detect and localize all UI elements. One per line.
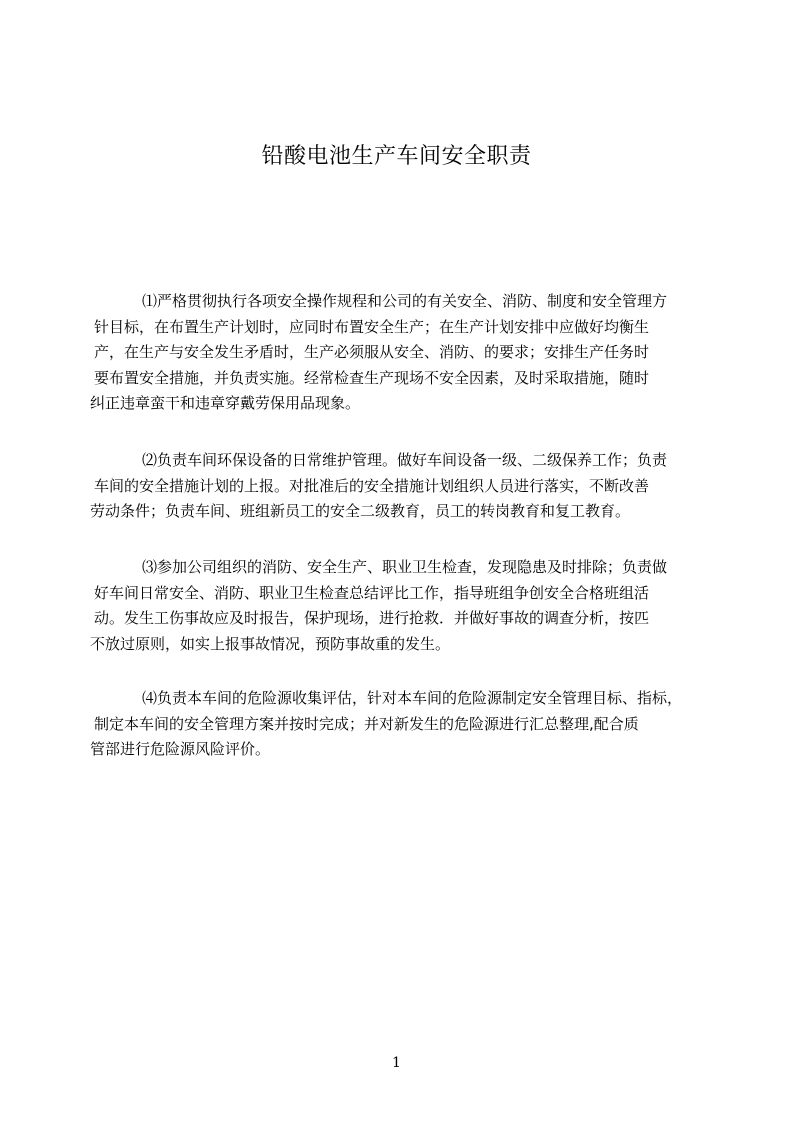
paragraph-line: ⑶参加公司组织的消防、安全生产、职业卫生检查，发现隐患及时排除；负责做 — [142, 558, 668, 576]
paragraph-line: 劳动条件；负责车间、班组新员工的安全二级教育，员工的转岗教育和复工教育。 — [90, 502, 631, 520]
paragraph-line: 产，在生产与安全发生矛盾时，生产必须服从安全、消防、的要求；安排生产任务时 — [94, 343, 650, 361]
paragraph-line: 好车间日常安全、消防、职业卫生检查总结评比工作，指导班组争创安全合格班组活 — [94, 583, 650, 602]
paragraph-line: ⑴严格贯彻执行各项安全操作规程和公司的有关安全、消防、制度和安全管理方 — [142, 292, 668, 310]
paragraph-line: 纠正违章蛮干和违章穿戴劳保用品现象。 — [90, 394, 361, 412]
page-number: 1 — [392, 1055, 401, 1071]
paragraph-3 — [90, 555, 712, 657]
paragraph-2 — [90, 448, 712, 525]
paragraph-line: 针目标，在布置生产计划时，应同时布置安全生产；在生产计划安排中应做好均衡生 — [94, 317, 650, 336]
paragraph-line: 制定本车间的安全管理方案并按时完成；并对新发生的危险源进行汇总整理,配合质 — [94, 714, 639, 733]
paragraph-line: 要布置安全措施，并负责实施。经常检查生产现场不安全因素，及时采取措施，随时 — [94, 368, 650, 387]
paragraph-4 — [90, 686, 712, 763]
paragraph-line: 车间的安全措施计划的上报。对批准后的安全措施计划组织人员进行落实，不断改善 — [94, 476, 650, 495]
paragraph-line: 动。发生工伤事故应及时报告，保护现场，进行抢救．并做好事故的调查分析，按匹 — [94, 609, 650, 627]
paragraph-1 — [90, 289, 712, 417]
document-title: 铅酸电池生产车间安全职责 — [261, 144, 532, 169]
paragraph-line: 不放过原则，如实上报事故情况，预防事故重的发生。 — [90, 634, 451, 653]
paragraph-line: ⑵负责车间环保设备的日常维护管理。做好车间设备一级、二级保养工作；负责 — [142, 451, 668, 469]
paragraph-line: 管部进行危险源风险评价。 — [90, 740, 271, 758]
paragraph-line: ⑷负责本车间的危险源收集评估，针对本车间的危险源制定安全管理目标、指标， — [142, 689, 683, 707]
